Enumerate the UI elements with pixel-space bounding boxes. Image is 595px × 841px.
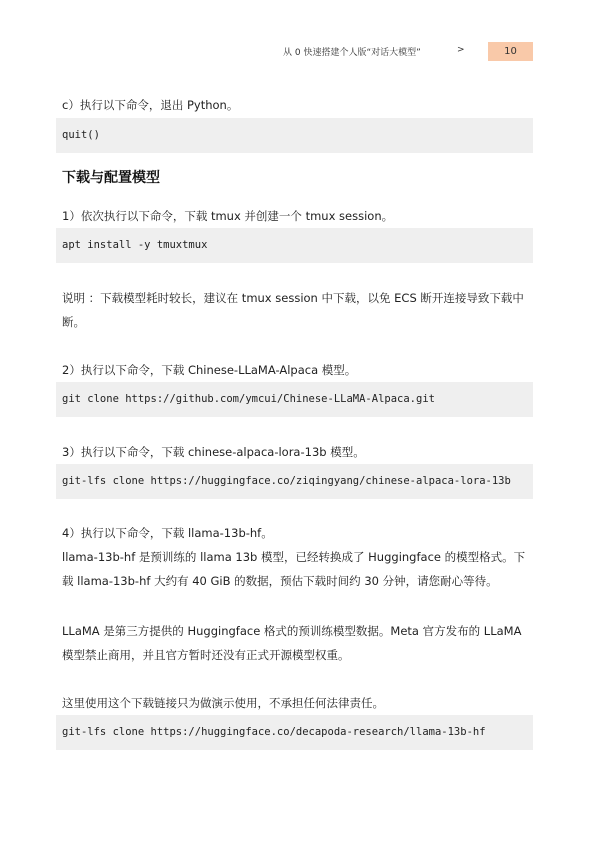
step-2-text: 2）执行以下命令，下载 Chinese-LLaMA-Alpaca 模型。 [62,363,357,377]
code-block-clone-alpaca-lora: git-lfs clone https://huggingface.co/ziqingyang/chinese-alpaca-lora-13b [56,464,533,499]
section-heading: 下载与配置模型 [62,170,160,186]
step-3-text: 3）执行以下命令，下载 chinese-alpaca-lora-13b 模型。 [62,445,365,459]
page-number-badge: 10 [488,42,533,61]
code-block-clone-chinese-llama: git clone https://github.com/ymcui/Chinese-LLaMA-Alpaca.git [56,382,533,417]
step-4-text: 4）执行以下命令，下载 llama-13b-hf。 [62,526,273,540]
header-title: 从 0 快速搭建个人版“对话大模型” [283,48,421,58]
code-block-tmux: apt install -y tmuxtmux [56,228,533,263]
note-text: 说明 ：下载模型耗时较长，建议在 tmux session 中下载，以免 ECS 断开连接导致下载中断。 [62,291,524,329]
disclaimer-paragraph: 这里使用这个下载链接只为做演示使用，不承担任何法律责任。 [62,696,384,710]
step-1-text: 1）依次执行以下命令，下载 tmux 并创建一个 tmux session。 [62,209,394,223]
llama-description-paragraph: llama-13b-hf 是预训练的 llama 13b 模型，已经转换成了 Huggingface 的模型格式。下载 llama-13b-hf 大约有 40 GiB 的数据，预估下载时间约 30 分钟，请您耐心等待。 [62,550,526,588]
header-arrow: > [457,45,465,55]
code-block-quit: quit() [56,118,533,153]
step-c-text: c）执行以下命令，退出 Python。 [62,98,239,112]
meta-license-paragraph: LLaMA 是第三方提供的 Huggingface 格式的预训练模型数据。Meta 官方发布的 LLaMA 模型禁止商用，并且官方暂时还没有正式开源模型权重。 [62,624,522,662]
code-block-clone-llama-13b: git-lfs clone https://huggingface.co/decapoda-research/llama-13b-hf [56,715,533,750]
